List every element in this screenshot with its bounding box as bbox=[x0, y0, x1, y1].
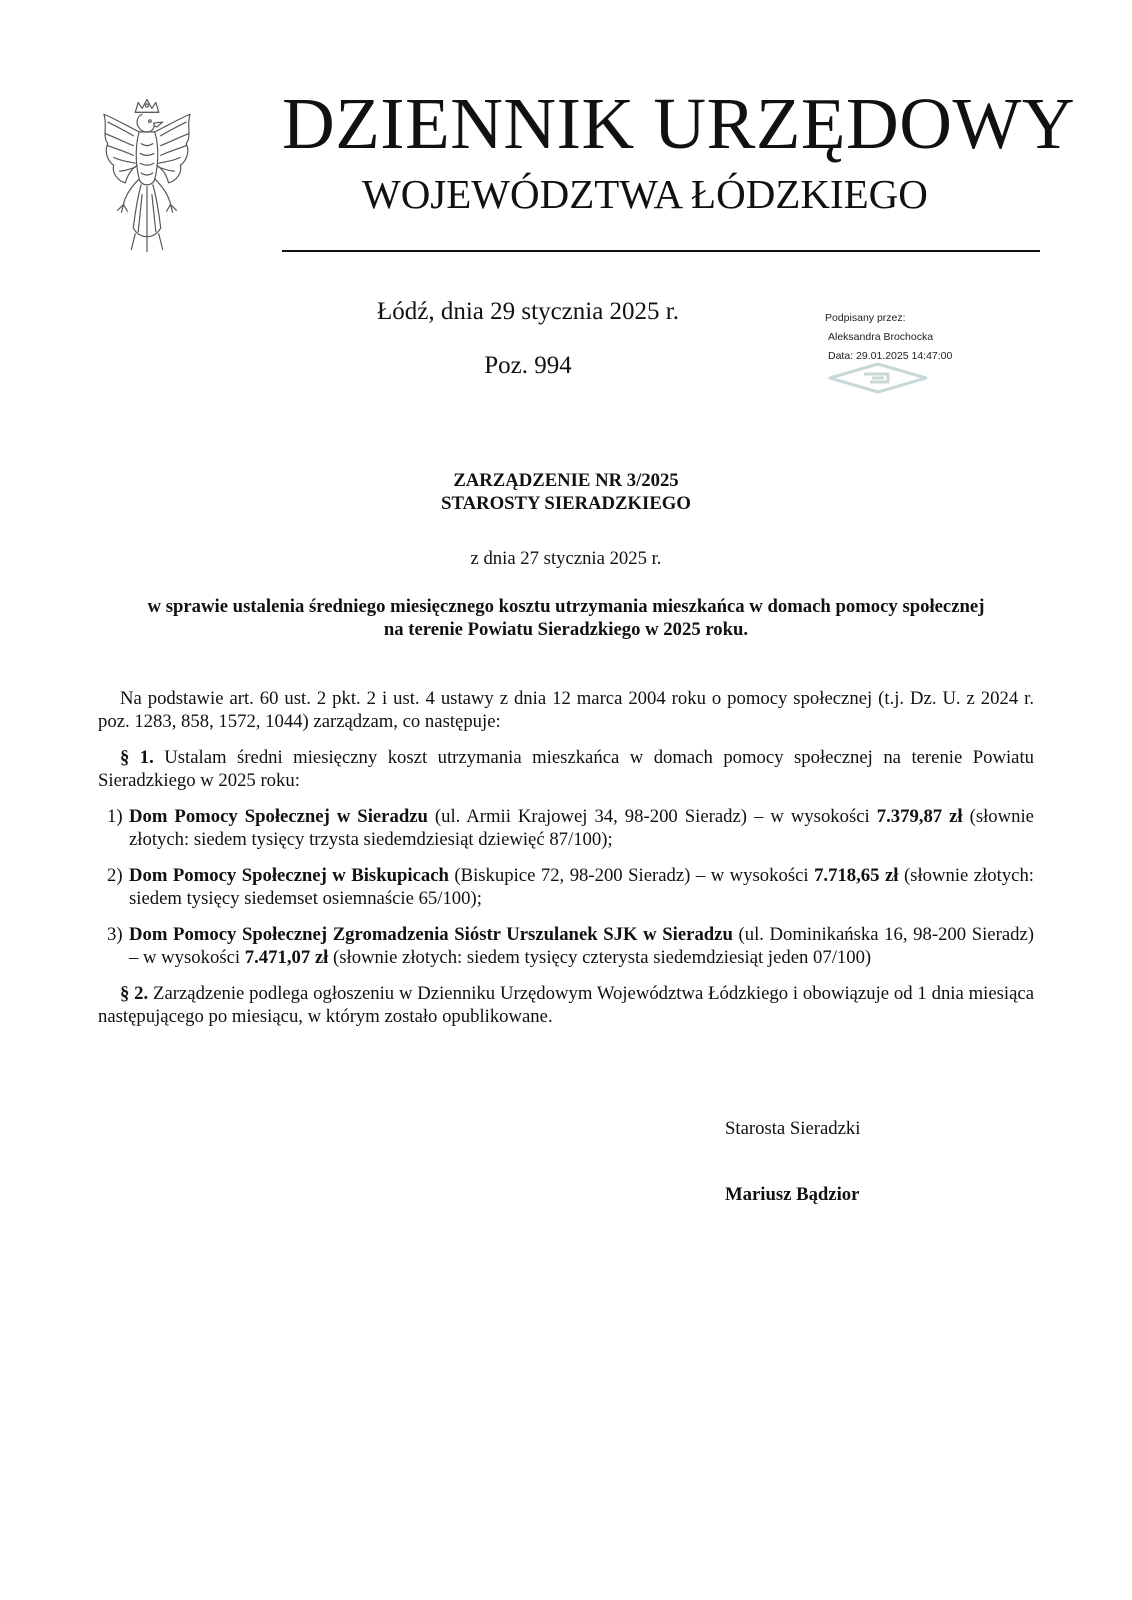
list-item-number: 1) bbox=[107, 806, 123, 827]
list-item-number: 2) bbox=[107, 865, 123, 886]
care-home-cost: 7.471,07 zł bbox=[244, 947, 329, 968]
white-eagle-icon bbox=[98, 96, 196, 254]
list-item-number: 3) bbox=[107, 924, 123, 945]
list-item bbox=[98, 864, 1034, 910]
signature-signed-by-label: Podpisany przez: bbox=[825, 312, 906, 324]
care-home-name: Dom Pomocy Społecznej w Sieradzu bbox=[129, 806, 428, 827]
journal-subtitle: WOJEWÓDZTWA ŁÓDZKIEGO bbox=[362, 171, 928, 217]
journal-title: DZIENNIK URZĘDOWY bbox=[282, 83, 1076, 164]
care-home-address: (ul. Armii Krajowej 34, 98-200 Sieradz) – w wysokości bbox=[427, 806, 877, 827]
document-title-line-1: ZARZĄDZENIE NR 3/2025 bbox=[453, 470, 679, 491]
care-home-address: (Biskupice 72, 98-200 Sieradz) – w wysokości bbox=[448, 865, 815, 886]
care-home-cost: 7.379,87 zł bbox=[876, 806, 963, 827]
section-1-paragraph bbox=[98, 746, 1034, 792]
document-subject-line-1: w sprawie ustalenia średniego miesięcznego kosztu utrzymania mieszkańca w domach pomocy społecznej bbox=[147, 596, 985, 617]
care-home-name: Dom Pomocy Społecznej Zgromadzenia Sióstr Urszulanek SJK w Sieradzu bbox=[129, 924, 733, 945]
care-home-name: Dom Pomocy Społecznej w Biskupicach bbox=[129, 865, 449, 886]
care-homes-list bbox=[98, 805, 1034, 969]
document-title bbox=[98, 469, 1034, 515]
document-subject-line-2: na terenie Powiatu Sieradzkiego w 2025 roku. bbox=[383, 619, 749, 640]
signature-signer-name: Aleksandra Brochocka bbox=[828, 331, 934, 343]
document-title-line-2: STAROSTY SIERADZKIEGO bbox=[441, 493, 691, 514]
list-item bbox=[98, 805, 1034, 851]
signatory-name: Mariusz Bądzior bbox=[725, 1184, 860, 1205]
legal-basis-paragraph: Na podstawie art. 60 ust. 2 pkt. 2 i ust. 4 ustawy z dnia 12 marca 2004 roku o pomocy społecznej (t.j. Dz. U. z 2024 r. poz. 1283, 858, 1572, 1044) zarządzam, co następuje: bbox=[98, 688, 1034, 732]
document-subject bbox=[98, 595, 1034, 641]
care-home-cost-in-words: (słownie złotych: siedem tysięcy siedemset osiemnaście 65/100); bbox=[129, 865, 1034, 909]
section-1-label: § 1. bbox=[120, 747, 154, 768]
section-2-paragraph bbox=[98, 982, 1034, 1028]
section-2-label: § 2. bbox=[120, 983, 149, 1004]
signature-date: Data: 29.01.2025 14:47:00 bbox=[828, 350, 953, 362]
care-home-cost-in-words: (słownie złotych: siedem tysięcy czterysta siedemdziesiąt jeden 07/100) bbox=[328, 947, 872, 968]
signatory-role: Starosta Sieradzki bbox=[725, 1118, 861, 1139]
list-item bbox=[98, 923, 1034, 969]
document-date: z dnia 27 stycznia 2025 r. bbox=[470, 548, 662, 569]
position-number: Poz. 994 bbox=[484, 352, 572, 379]
e-signature-mark-icon bbox=[826, 361, 930, 395]
section-2-text: Zarządzenie podlega ogłoszeniu w Dzienniku Urzędowym Województwa Łódzkiego i obowiązuje od 1 dnia miesiąca następującego po miesiącu, w którym zostało opublikowane. bbox=[98, 983, 1034, 1027]
care-home-cost: 7.718,65 zł bbox=[814, 865, 899, 886]
masthead-divider bbox=[282, 250, 1040, 252]
signature-stamp bbox=[825, 309, 952, 366]
section-1-text: Ustalam średni miesięczny koszt utrzymania mieszkańca w domach pomocy społecznej na terenie Powiatu Sieradzkiego w 2025 roku: bbox=[98, 747, 1034, 791]
document-body bbox=[98, 687, 1034, 1041]
publication-place-date: Łódź, dnia 29 stycznia 2025 r. bbox=[376, 298, 679, 325]
care-home-cost-in-words: (słownie złotych: siedem tysięcy trzysta siedemdziesiąt dziewięć 87/100); bbox=[129, 806, 1034, 850]
care-home-address: (ul. Dominikańska 16, 98-200 Sieradz) – w wysokości bbox=[129, 924, 1034, 968]
